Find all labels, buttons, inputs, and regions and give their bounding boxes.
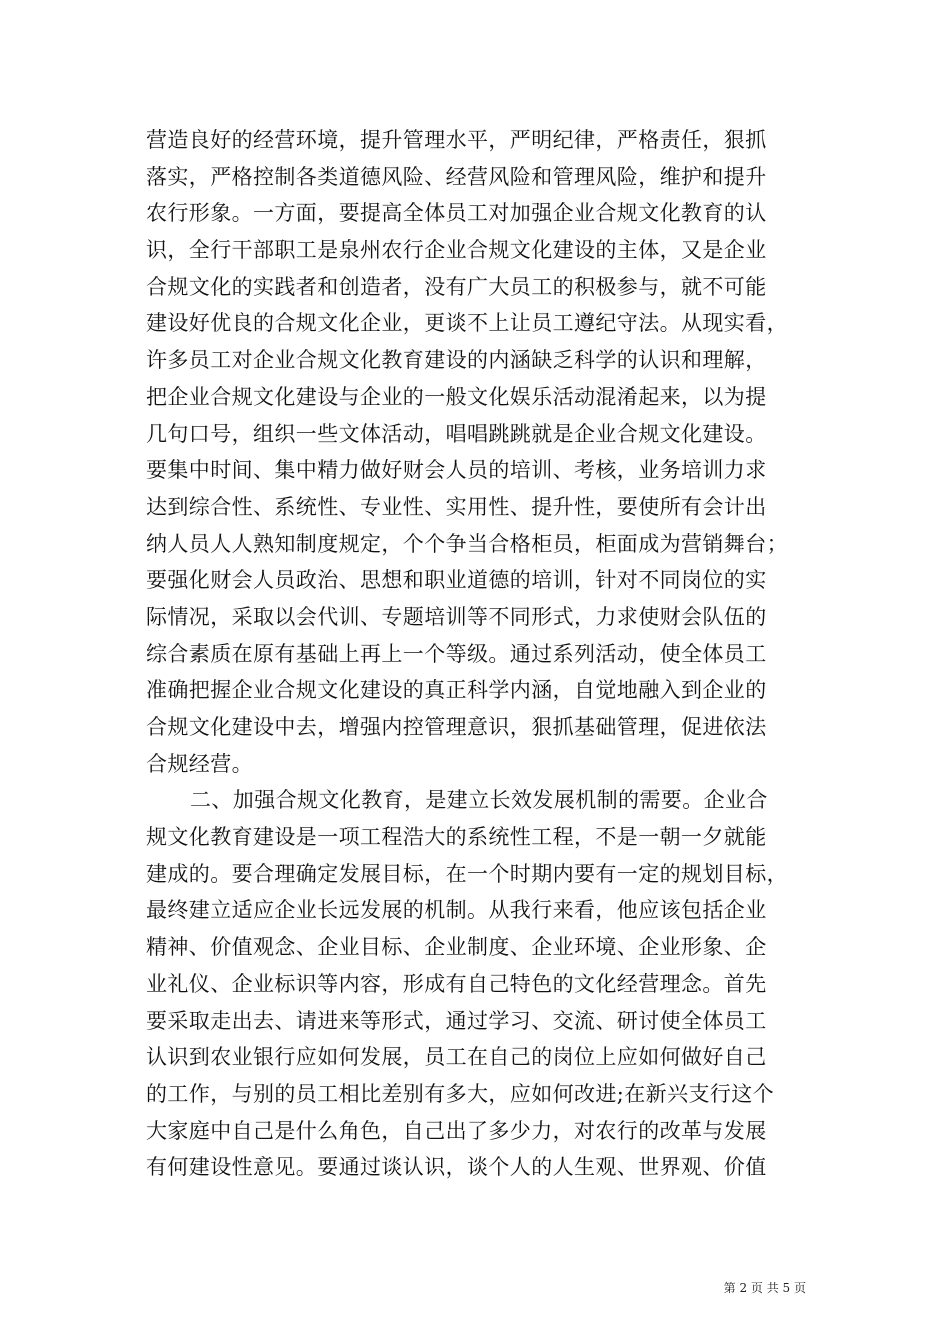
body-text <box>146 122 810 1186</box>
text-line: 建设好优良的合规文化企业，更谈不上让员工遵纪守法。从现实看， <box>146 311 788 336</box>
text-line: 业礼仪、企业标识等内容，形成有自己特色的文化经营理念。首先 <box>146 971 767 996</box>
text-line: 落实，严格控制各类道德风险、经营风险和管理风险，维护和提升 <box>146 164 767 189</box>
text-line: 要采取走出去、请进来等形式，通过学习、交流、研讨使全体员工 <box>146 1008 767 1033</box>
text-line: 大家庭中自己是什么角色，自己出了多少力，对农行的改革与发展 <box>146 1118 767 1143</box>
text-line: 有何建设性意见。要通过谈认识，谈个人的人生观、世界观、价值 <box>146 1155 767 1180</box>
text-line: 精神、价值观念、企业目标、企业制度、企业环境、企业形象、企 <box>146 935 767 960</box>
paragraph-1 <box>146 122 810 782</box>
text-line: 营造良好的经营环境，提升管理水平，严明纪律，严格责任，狠抓 <box>146 128 767 152</box>
text-line: 最终建立适应企业长远发展的机制。从我行来看，他应该包括企业 <box>146 898 767 923</box>
text-line: 二、加强合规文化教育，是建立长效发展机制的需要。企业合 <box>190 788 768 813</box>
page-number: 第 2 页 共 5 页 <box>723 1281 806 1295</box>
text-line: 农行形象。一方面，要提高全体员工对加强企业合规文化教育的认 <box>146 201 767 226</box>
text-line: 识，全行干部职工是泉州农行企业合规文化建设的主体，又是企业 <box>146 238 767 263</box>
text-line: 要强化财会人员政治、思想和职业道德的培训，针对不同岗位的实 <box>146 568 767 593</box>
text-line: 建成的。要合理确定发展目标，在一个时期内要有一定的规划目标， <box>146 861 788 886</box>
text-line: 要集中时间、集中精力做好财会人员的培训、考核，业务培训力求 <box>146 458 767 483</box>
text-line: 把企业合规文化建设与企业的一般文化娱乐活动混淆起来，以为提 <box>146 384 767 409</box>
text-line: 的工作，与别的员工相比差别有多大，应如何改进;在新兴支行这个 <box>146 1081 775 1106</box>
text-line: 许多员工对企业合规文化教育建设的内涵缺乏科学的认识和理解， <box>146 348 767 373</box>
text-line: 合规经营。 <box>146 751 253 776</box>
text-line: 认识到农业银行应如何发展，员工在自己的岗位上应如何做好自己 <box>146 1045 767 1070</box>
text-line: 际情况，采取以会代训、专题培训等不同形式，力求使财会队伍的 <box>146 604 767 629</box>
text-line: 综合素质在原有基础上再上一个等级。通过系列活动，使全体员工 <box>146 641 767 666</box>
text-line: 准确把握企业合规文化建设的真正科学内涵，自觉地融入到企业的 <box>146 678 767 703</box>
text-line: 达到综合性、系统性、专业性、实用性、提升性，要使所有会计出 <box>146 494 767 519</box>
text-line: 合规文化的实践者和创造者，没有广大员工的积极参与，就不可能 <box>146 274 767 299</box>
paragraph-2 <box>146 782 810 1186</box>
text-line: 合规文化建设中去，增强内控管理意识，狠抓基础管理，促进依法 <box>146 715 767 739</box>
text-line: 纳人员人人熟知制度规定，个个争当合格柜员，柜面成为营销舞台； <box>146 531 788 556</box>
text-line: 规文化教育建设是一项工程浩大的系统性工程，不是一朝一夕就能 <box>146 825 767 850</box>
text-line: 几句口号，组织一些文体活动，唱唱跳跳就是企业合规文化建设。 <box>146 421 767 446</box>
